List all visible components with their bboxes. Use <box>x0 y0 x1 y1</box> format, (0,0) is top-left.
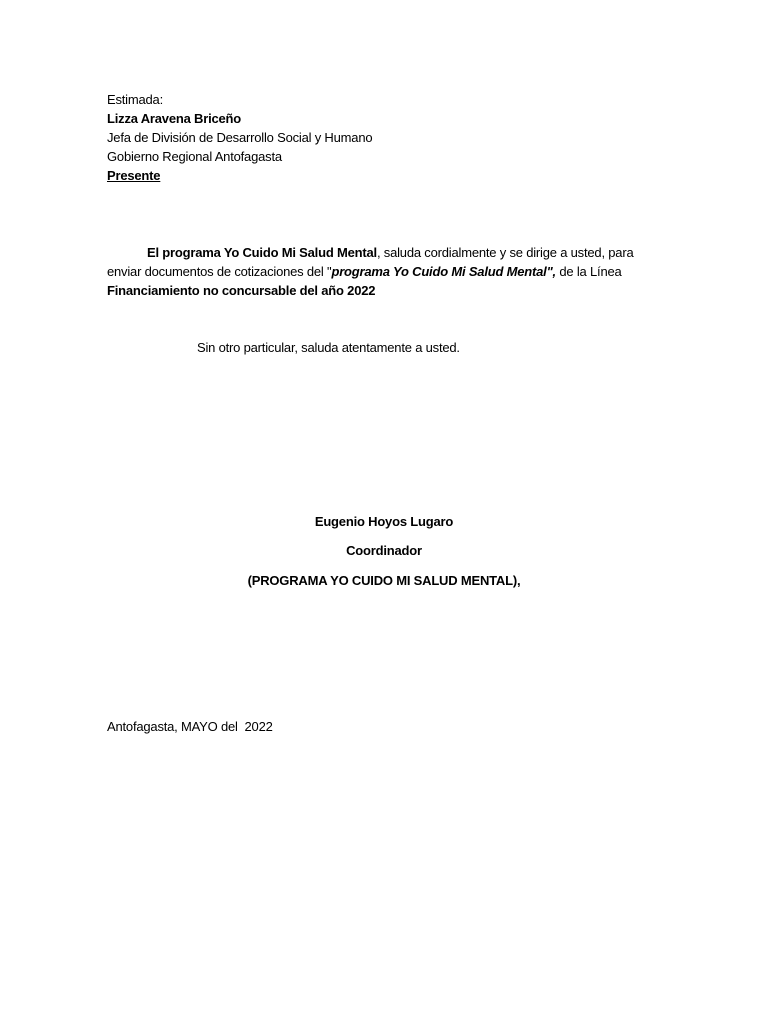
signature-title: Coordinador <box>346 543 422 558</box>
body-line-2-start: enviar documentos de cotizaciones del " <box>107 264 332 279</box>
body-line-3: Financiamiento no concursable del año 2022 <box>107 283 376 298</box>
place-date: Antofagasta, MAYO del 2022 <box>107 719 273 734</box>
presente-label: Presente <box>107 168 161 183</box>
body-line-1-rest: , saluda cordialmente y se dirige a usted, para <box>376 245 634 260</box>
body-line-2-end: de la Línea <box>555 264 622 279</box>
closing-line: Sin otro particular, saluda atentamente a usted. <box>197 340 460 355</box>
body-line-1 <box>147 243 634 262</box>
addressee-name: Lizza Aravena Briceño <box>107 111 242 126</box>
salutation: Estimada: <box>107 92 164 107</box>
body-line-2 <box>107 262 622 281</box>
addressee-institution: Gobierno Regional Antofagasta <box>107 149 282 164</box>
signature-program: (PROGRAMA YO CUIDO MI SALUD MENTAL), <box>247 573 521 588</box>
signature-name: Eugenio Hoyos Lugaro <box>314 514 454 529</box>
program-name-bold: El programa Yo Cuido Mi Salud Mental <box>147 245 377 260</box>
program-name-italic: programa Yo Cuido Mi Salud Mental", <box>331 264 556 279</box>
addressee-position: Jefa de División de Desarrollo Social y Humano <box>107 130 373 145</box>
